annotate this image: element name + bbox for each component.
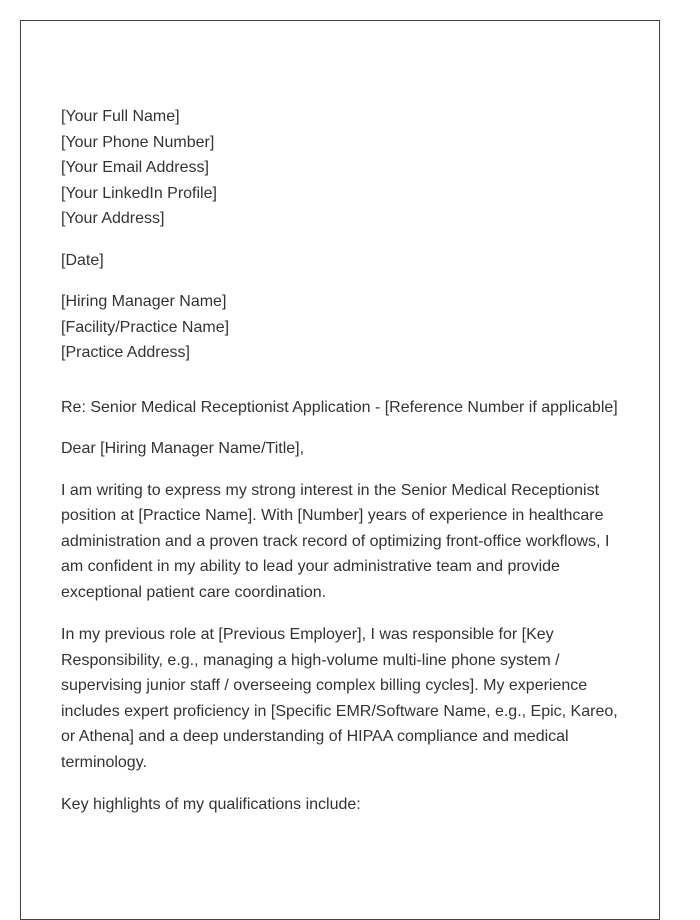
letter-page — [20, 20, 660, 920]
sender-email: [Your Email Address] — [61, 159, 209, 176]
sender-linkedin: [Your LinkedIn Profile] — [61, 184, 217, 202]
subject-line: Re: Senior Medical Receptionist Application - [Reference Number if applicable] — [61, 398, 618, 416]
salutation: Dear [Hiring Manager Name/Title], — [61, 440, 305, 457]
body-paragraph-2: In my previous role at [Previous Employer], I was responsible for [Key Responsibility, e.g., managing a high-volume multi-line phone system / supervising junior staff / overseeing complex billing cycles]. My experience includes expert proficiency in [Specific EMR/Software Name, e.g., Epic, Kareo, or Athena] and a deep understanding of HIPAA compliance and medical terminology. — [61, 626, 618, 771]
body-paragraph-3: Key highlights of my qualifications include: — [61, 796, 361, 813]
sender-full-name: [Your Full Name] — [61, 108, 180, 125]
recipient-facility: [Facility/Practice Name] — [61, 318, 230, 336]
sender-phone: [Your Phone Number] — [61, 133, 215, 151]
letter-content — [61, 104, 627, 818]
letter-date: [Date] — [61, 251, 104, 269]
recipient-address: [Practice Address] — [61, 344, 190, 361]
sender-address: [Your Address] — [61, 210, 165, 227]
recipient-hiring-manager: [Hiring Manager Name] — [61, 293, 227, 310]
recipient-block — [61, 289, 627, 366]
body-paragraph-1: I am writing to express my strong interest in the Senior Medical Receptionist position at [Practice Name]. With [Number] years of experience in healthcare administration and a proven track record of optimizing front-office workflows, I am confident in my ability to lead your administrative team and provide exceptional patient care coordination. — [61, 481, 610, 601]
sender-block — [61, 104, 627, 232]
